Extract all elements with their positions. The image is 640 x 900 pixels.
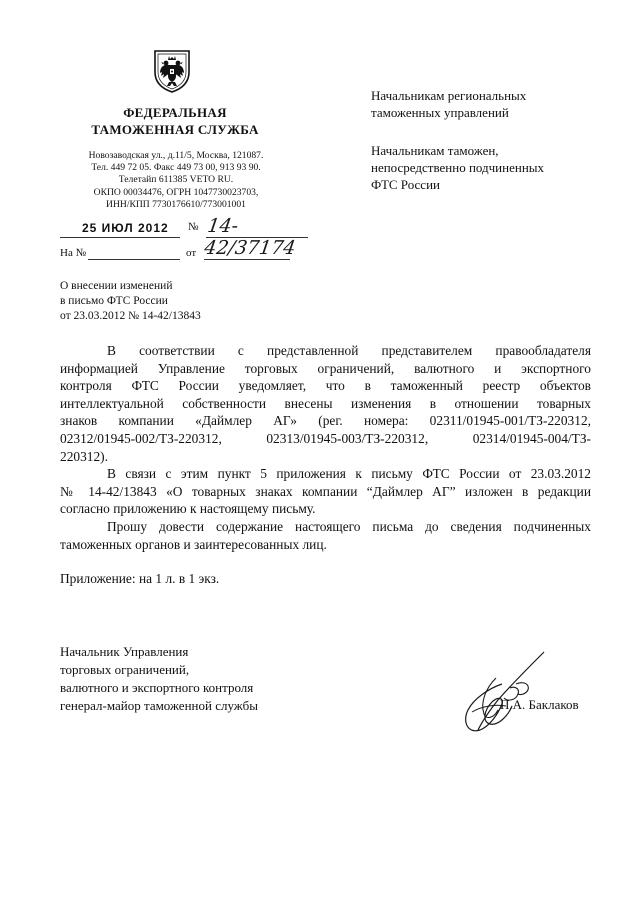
addressee-line: таможенных управлений (371, 105, 509, 120)
signer-name: П.А. Баклаков (500, 697, 579, 712)
addressee-line: непосредственно подчиненных (371, 160, 545, 175)
subject-line: от 23.03.2012 № 14-42/13843 (60, 310, 201, 322)
body-line: Прошу довести содержание настоящего письма до сведения подчиненных (107, 518, 591, 534)
addressee-block (371, 87, 611, 214)
subject-line: в письмо ФТС России (60, 295, 168, 307)
letter-subject (60, 279, 300, 324)
paragraph-2 (60, 465, 591, 518)
body-line: информацией Управление торговых ограничений, валютного и экспортного (60, 360, 591, 376)
coat-of-arms-icon (150, 48, 194, 94)
reference-date-label: от (186, 247, 197, 259)
org-teletype: Телетайп 611385 VETO RU. (118, 174, 234, 186)
letter-body (60, 342, 591, 553)
addressee-line: ФТС России (371, 177, 440, 192)
org-address: Новозаводская ул., д.11/5, Москва, 121087. (88, 150, 264, 161)
org-name-line: ТАМОЖЕННАЯ СЛУЖБА (91, 122, 259, 137)
addressee-group-customs (371, 142, 611, 193)
date-underline (60, 237, 180, 238)
org-inn-kpp: ИНН/КПП 7730176610/773001001 (106, 198, 246, 210)
org-name-line: ФЕДЕРАЛЬНАЯ (123, 105, 227, 120)
number-label: № (188, 221, 199, 233)
reference-number-blank (88, 259, 180, 260)
reference-line (60, 247, 290, 265)
position-line: валютного и экспортного контроля (60, 680, 254, 695)
registration-number: 14-42/37174 (202, 215, 298, 259)
body-line: интеллектуальной собственности внесены изменения в отношении товарных (60, 395, 591, 411)
paragraph-1 (60, 342, 591, 465)
body-line: 220312). (60, 448, 108, 464)
registration-date-stamp: 25 ИЮЛ 2012 (82, 221, 169, 235)
reference-date-blank (204, 259, 290, 260)
body-line: согласно приложению к настоящему письму. (60, 501, 316, 517)
org-phones: Тел. 449 72 05. Факс 449 73 00, 913 93 90. (91, 162, 261, 174)
organization-contacts (56, 150, 296, 211)
number-underline (206, 237, 308, 238)
addressee-group-regional (371, 87, 611, 121)
body-line: В соответствии с представленной представителем правообладателя (107, 343, 591, 358)
organization-name (60, 104, 290, 138)
attachment-note: Приложение: на 1 л. в 1 экз. (60, 571, 220, 586)
position-line: торговых ограничений, (60, 662, 190, 677)
addressee-line: Начальникам таможен, (371, 143, 499, 158)
body-line: 02312/01945-002/ТЗ-220312, 02313/01945-003/ТЗ-220312, 02314/01945-004/ТЗ- (60, 430, 591, 446)
body-line: В связи с этим пункт 5 приложения к письму ФТС России от 23.03.2012 (107, 466, 591, 482)
body-line: таможенных органов и заинтересованных лиц. (60, 536, 327, 552)
paragraph-3 (60, 518, 591, 553)
addressee-line: Начальникам региональных (371, 88, 527, 103)
reference-number-label: На № (60, 247, 87, 259)
subject-line: О внесении изменений (60, 280, 173, 292)
org-okpo-ogrn: ОКПО 00034476, ОГРН 1047730023703, (93, 186, 259, 198)
body-line: № 14-42/13843 «О товарных знаках компании “Даймлер АГ” изложен в редакции (60, 483, 591, 499)
position-line: Начальник Управления (60, 644, 189, 659)
position-line: генерал-майор таможенной службы (60, 698, 258, 713)
signatory-position (60, 643, 320, 715)
body-line: знаков компании «Даймлер АГ» (рег. номера: 02311/01945-001/ТЗ-220312, (60, 413, 591, 429)
body-line: контроля ФТС России уведомляет, что в таможенный реестр объектов (60, 378, 591, 394)
